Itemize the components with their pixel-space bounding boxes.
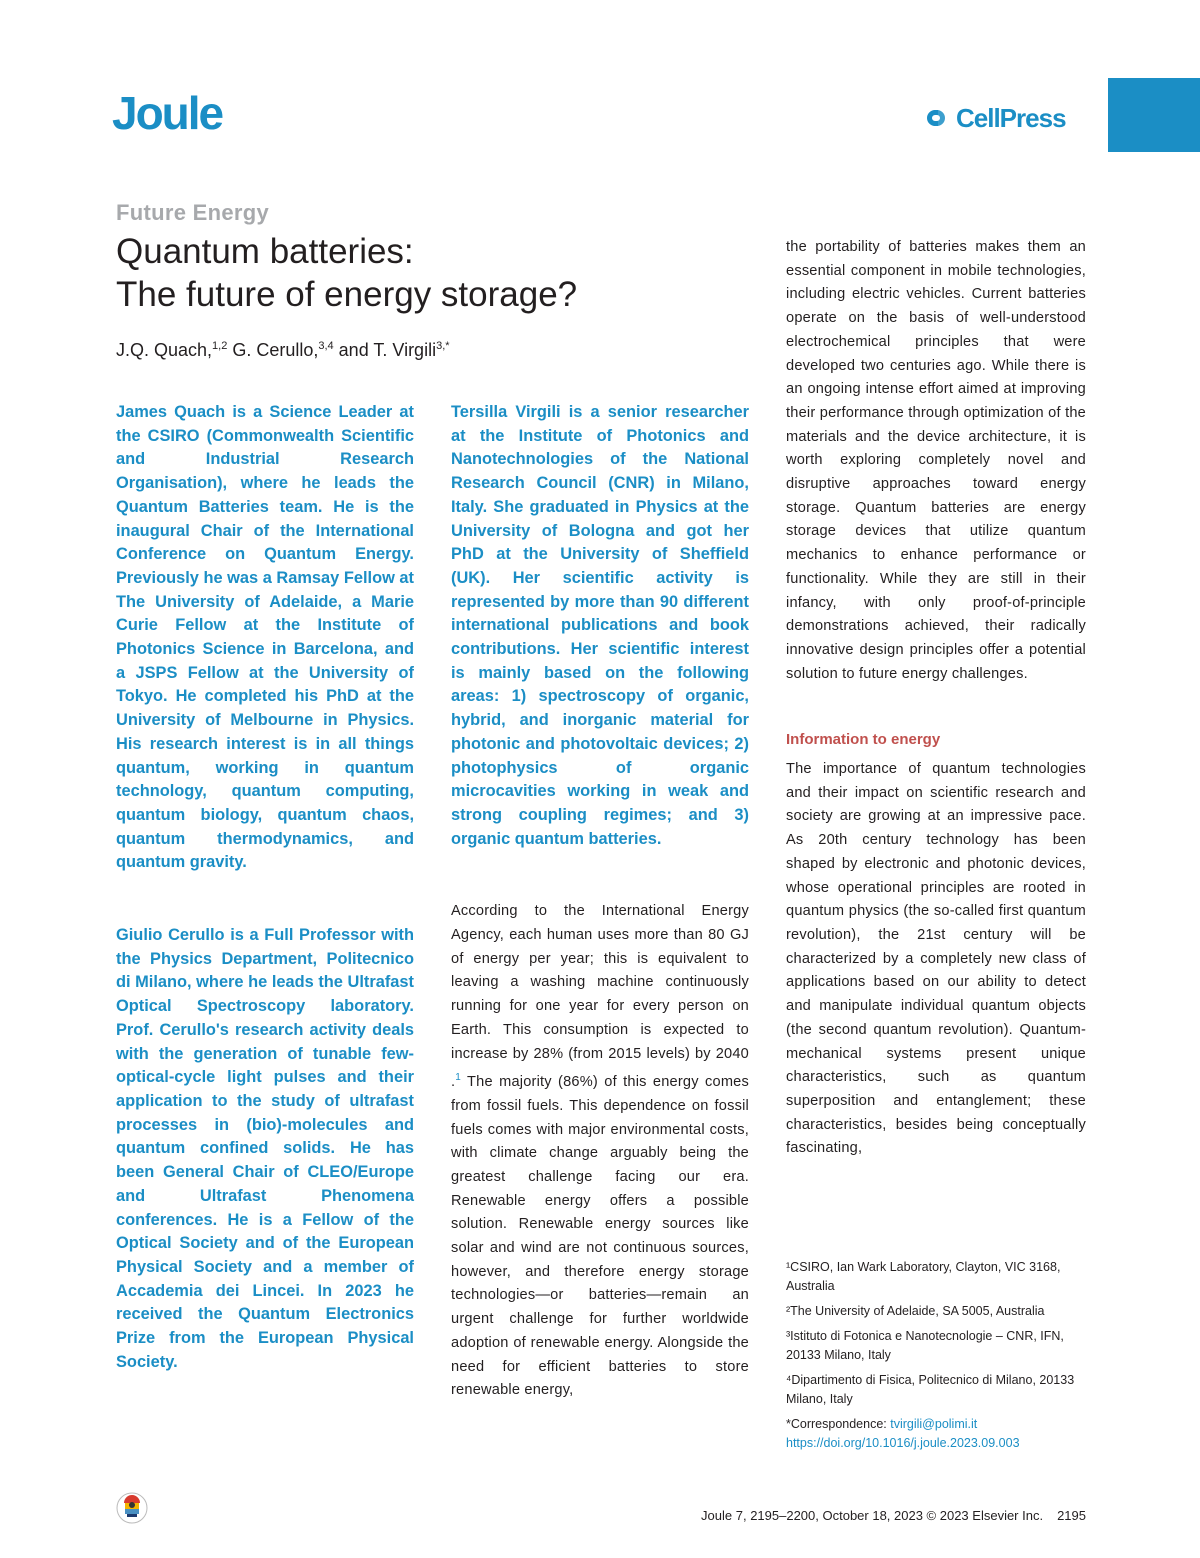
doi-link[interactable]: https://doi.org/10.1016/j.joule.2023.09.003	[786, 1436, 1020, 1450]
publisher-name: CellPress	[956, 102, 1066, 133]
author-name[interactable]: and T. Virgili	[333, 340, 437, 360]
bio-virgili: Tersilla Virgili is a senior researcher at the Institute of Photonics and Nanotechnologies of the National Research Council (CNR) in Milano, Italy. She graduated in Physics at the University of Bologna and got her PhD at the University of Sheffield (UK). Her scientific activity is represented by more than 90 different international publications and book contributions. Her scientific interest is mainly based on the following areas: 1) spectroscopy of organic, hybrid, and inorganic material for photonic and photovoltaic devices; 2) photophysics of organic microcavities working in weak and strong coupling regimes; and 3) organic quantum batteries.	[451, 403, 749, 848]
cellpress-icon	[918, 101, 952, 135]
section-heading: Information to energy	[786, 731, 941, 749]
body-text-segment: The majority (86%) of this energy comes from fossil fuels. This dependence on fossil fuels comes with major environmental costs, with climate change arguably being the greatest challenge facing our era. Renewable energy offers a possible solution. Renewable energy sources like solar and wind are not continuous sources, however, and therefore energy storage technologies—or batteries—remain an urgent challenge for further worldwide adoption of renewable energy. Alongside the need for efficient batteries to store renewable energy,	[451, 1074, 749, 1399]
author-list	[116, 340, 450, 361]
correspondence	[786, 1415, 1086, 1434]
correspondence-label: *Correspondence:	[786, 1417, 891, 1431]
crossmark-icon[interactable]	[116, 1492, 148, 1524]
title-line-2: The future of energy storage?	[116, 275, 578, 314]
title-line-1: Quantum batteries:	[116, 232, 414, 271]
affiliation-3: ³Istituto di Fotonica e Nanotecnologie – CNR, IFN, 20133 Milano, Italy	[786, 1329, 1064, 1362]
affiliation-2: ²The University of Adelaide, SA 5005, Australia	[786, 1304, 1045, 1318]
body-paragraph-3: The importance of quantum technologies and their impact on scientific research and society are growing at an impressive pace. As 20th century technology has been shaped by electronic and photonic devices, whose operational principles are rooted in quantum physics (the so-called first quantum revolution), the 21st century will be characterized by a completely new class of applications based on our ability to detect and manipulate individual quantum objects (the second quantum revolution). Quantum-mechanical systems present unique characteristics, such as quantum superposition and entanglement; these characteristics, besides being conceptually fascinating,	[786, 761, 1086, 1157]
publisher-logo[interactable]	[918, 100, 1066, 136]
affiliations	[786, 1258, 1086, 1459]
citation-line: Joule 7, 2195–2200, October 18, 2023 © 2023 Elsevier Inc.	[701, 1508, 1044, 1523]
affiliation-ref[interactable]: 3,4	[318, 340, 334, 352]
body-paragraph-2: the portability of batteries makes them an essential component in mobile technologies, including electric vehicles. Current batteries operate on the basis of well-understood electrochemical principles that were developed two centuries ago. While there is an ongoing intense effort aimed at improving their performance through optimization of the materials and the device architecture, it is worth exploring completely novel and disruptive approaches toward energy storage. Quantum batteries are energy storage devices that utilize quantum mechanics to enhance performance or functionality. While they are still in their infancy, with only proof-of-principle demonstrations achieved, their radically innovative design principles offer a potential solution to future energy challenges.	[786, 239, 1086, 682]
affiliation-1: ¹CSIRO, Ian Wark Laboratory, Clayton, VIC 3168, Australia	[786, 1260, 1061, 1293]
page-footer	[620, 1508, 1086, 1523]
affiliation-ref[interactable]: 1,2	[212, 340, 228, 352]
author-name[interactable]: G. Cerullo,	[227, 340, 319, 360]
column-3	[786, 236, 1086, 1161]
column-2	[451, 401, 749, 1403]
affiliation-ref[interactable]: 3,*	[436, 340, 450, 352]
author-name[interactable]: J.Q. Quach,	[116, 340, 213, 360]
email-link[interactable]: tvirgili@polimi.it	[890, 1417, 978, 1431]
body-paragraph-1	[451, 900, 749, 1403]
reference-link[interactable]: 1	[455, 1072, 462, 1084]
bio-cerullo: Giulio Cerullo is a Full Professor with the Physics Department, Politecnico di Milano, where he leads the Ultrafast Optical Spectroscopy laboratory. Prof. Cerullo's research activity deals with the generation of tunable few-optical-cycle light pulses and their application to the study of ultrafast processes in (bio)-molecules and quantum confined solids. He has been General Chair of CLEO/Europe and Ultrafast Phenomena conferences. He is a Fellow of the Optical Society and of the European Physical Society and a member of Accademia dei Lincei. In 2023 he received the Quantum Electronics Prize from the European Physical Society.	[116, 926, 414, 1371]
journal-logo[interactable]: Joule	[112, 87, 223, 139]
article-title	[116, 230, 756, 316]
page-number: 2195	[1057, 1508, 1086, 1523]
section-label: Future Energy	[116, 200, 270, 225]
corner-tab	[1108, 78, 1200, 152]
column-1	[116, 401, 414, 1374]
affiliation-4: ⁴Dipartimento di Fisica, Politecnico di Milano, 20133 Milano, Italy	[786, 1373, 1075, 1406]
bio-quach: James Quach is a Science Leader at the CSIRO (Commonwealth Scientific and Industrial Research Organisation), where he leads the Quantum Batteries team. He is the inaugural Chair of the International Conference on Quantum Energy. Previously he was a Ramsay Fellow at The University of Adelaide, a Marie Curie Fellow at the Institute of Photonics Science in Barcelona, and a JSPS Fellow at the University of Tokyo. He completed his PhD at the University of Melbourne in Physics. His research interest is in all things quantum, working in quantum technology, quantum computing, quantum biology, quantum chaos, quantum thermodynamics, and quantum gravity.	[116, 403, 414, 872]
body-text-segment: According to the International Energy Agency, each human uses more than 80 GJ of energy per year; this is equivalent to leaving a washing machine continuously running for one year for every person on Earth. This consumption is expected to increase by 28% (from 2015 levels) by 2040 .	[451, 903, 749, 1091]
